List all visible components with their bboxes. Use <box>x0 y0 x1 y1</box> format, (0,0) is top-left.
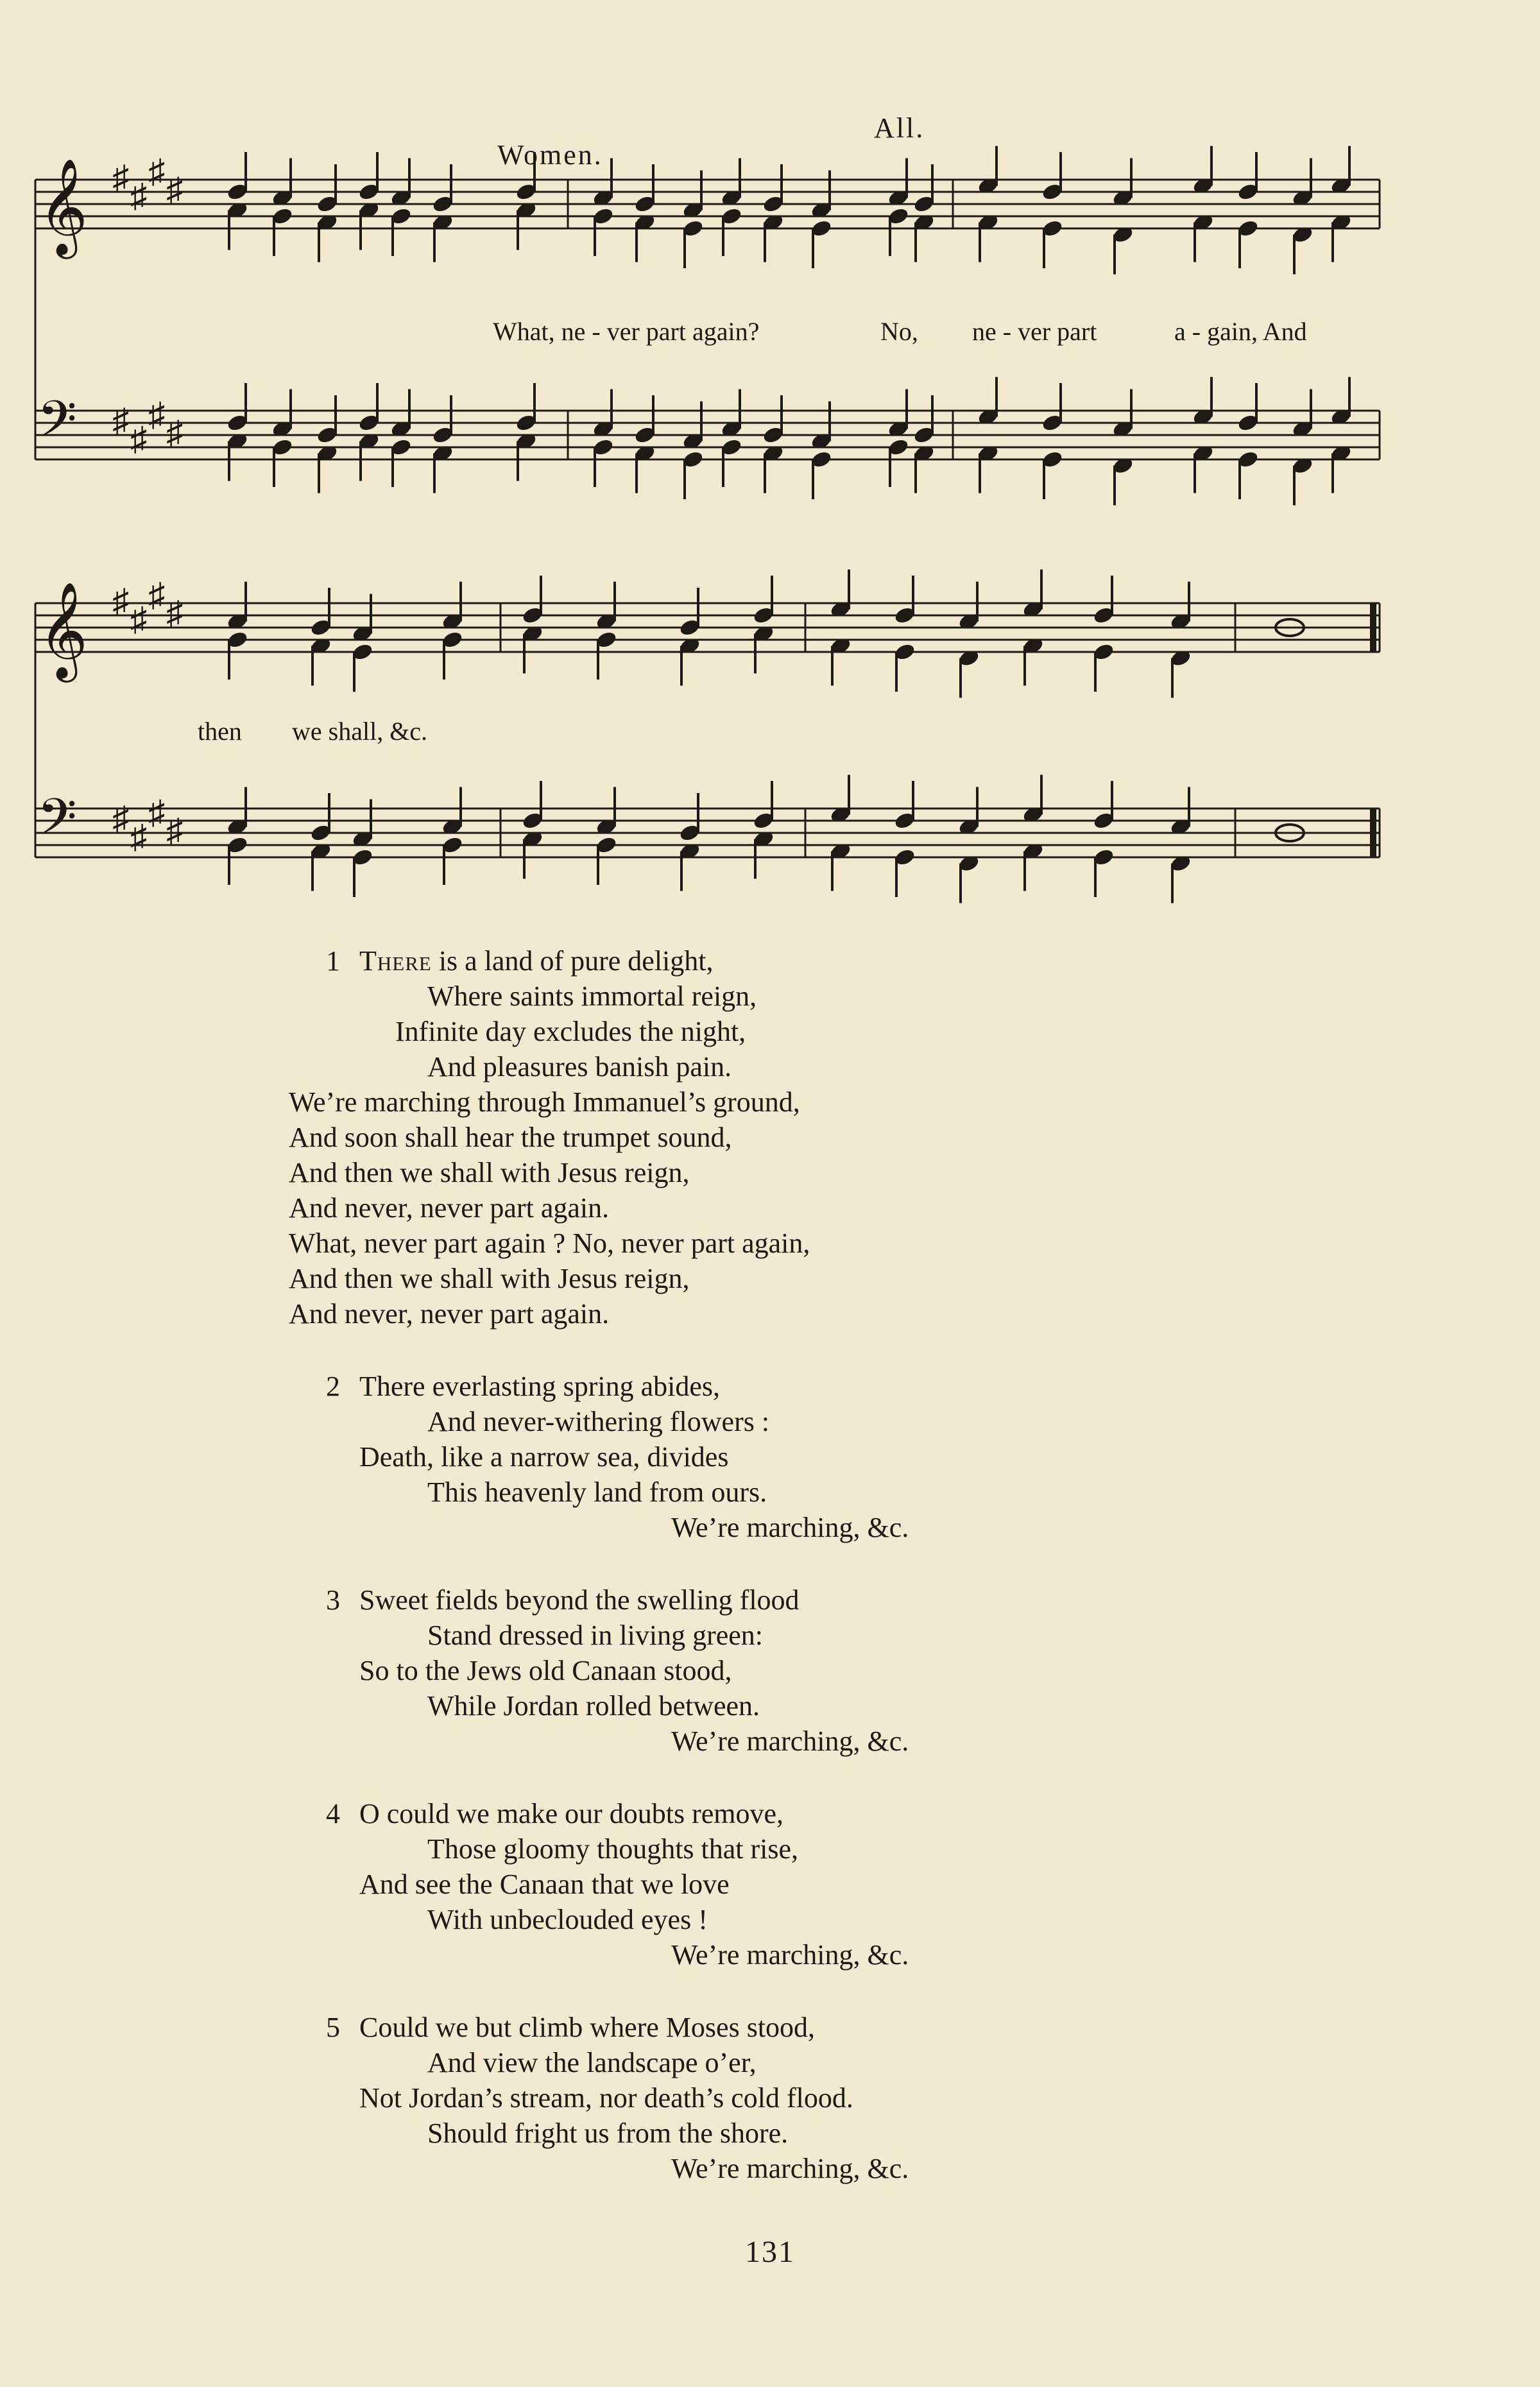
verse-line-text: There everlasting spring abides, <box>359 1371 721 1402</box>
verse-line: This heavenly land from ours. <box>427 1476 767 1508</box>
verse-line <box>326 2010 1450 2045</box>
verse-line-text: Sweet fields beyond the swelling flood <box>359 1584 800 1616</box>
sharp-sign: ♯ <box>166 813 183 850</box>
sharp-sign: ♯ <box>112 403 129 440</box>
treble-clef: 𝄞 <box>38 161 88 253</box>
verse-line: With unbeclouded eyes ! <box>427 1904 708 1935</box>
stanza-number: 1 <box>326 945 340 977</box>
lyric-what-never-part-again: What, ne - ver part again? <box>493 317 760 346</box>
verse-line: And soon shall hear the trumpet sound, <box>289 1122 732 1153</box>
refrain-line: We’re marching, &c. <box>671 1512 909 1543</box>
treble-clef: 𝄞 <box>38 585 88 677</box>
bass-clef: 𝄢 <box>37 391 77 460</box>
verse-line: Should fright us from the shore. <box>427 2118 789 2149</box>
verse-line-text: is a land of pure delight, <box>431 945 714 977</box>
sharp-sign: ♯ <box>166 172 183 209</box>
hymn-verses <box>289 943 1450 2223</box>
refrain-line: We’re marching, &c. <box>671 1725 909 1757</box>
lyric-never-part: ne - ver part <box>972 317 1097 346</box>
first-word: There <box>359 945 432 977</box>
sharp-sign: ♯ <box>166 595 183 632</box>
verse-line-text: Could we but climb where Moses stood, <box>359 2012 816 2043</box>
bass-clef: 𝄢 <box>37 789 77 858</box>
sharp-sign: ♯ <box>148 794 165 832</box>
lyric-no: No, <box>880 317 918 346</box>
verse-line: Where saints immortal reign, <box>427 980 757 1012</box>
stanza-1 <box>289 943 1450 1331</box>
page-number: 131 <box>745 2235 795 2269</box>
sharp-sign: ♯ <box>148 153 165 191</box>
verse-line: We’re marching through Immanuel’s ground, <box>289 1086 800 1118</box>
verse-line: And then we shall with Jesus reign, <box>289 1157 690 1188</box>
verse-line: What, never part again ? No, never part again, <box>289 1228 810 1259</box>
refrain-line: We’re marching, &c. <box>671 2153 909 2184</box>
verse-line <box>326 1369 1450 1404</box>
lyric-then: then <box>198 717 242 746</box>
verse-line: Infinite day excludes the night, <box>395 1016 746 1047</box>
verse-line: Death, like a narrow sea, divides <box>359 1441 729 1473</box>
verse-line: And never-withering flowers : <box>427 1406 770 1437</box>
label-all: All. <box>874 112 925 144</box>
verse-line <box>326 943 1450 979</box>
verse-line: Stand dressed in living green: <box>427 1620 764 1651</box>
lyric-again-and: a - gain, And <box>1174 317 1307 346</box>
lyric-we-shall: we shall, &c. <box>292 717 428 746</box>
sharp-sign: ♯ <box>112 801 129 837</box>
sharp-sign: ♯ <box>130 819 147 856</box>
sharp-sign: ♯ <box>148 397 165 434</box>
sharp-sign: ♯ <box>130 601 147 638</box>
stanza-4 <box>326 1796 1450 1972</box>
stanza-2 <box>326 1369 1450 1545</box>
stanza-number: 2 <box>326 1371 340 1402</box>
verse-line: And then we shall with Jesus reign, <box>289 1263 690 1294</box>
sharp-sign: ♯ <box>130 421 147 458</box>
verse-line: And never, never part again. <box>289 1298 610 1330</box>
stanza-number: 4 <box>326 1798 340 1829</box>
sharp-sign: ♯ <box>166 415 183 452</box>
verse-line-text: O could we make our doubts remove, <box>359 1798 784 1829</box>
verse-line <box>326 1796 1450 1831</box>
music-score <box>0 0 1540 924</box>
verse-line: Not Jordan’s stream, nor death’s cold flood. <box>359 2082 853 2114</box>
refrain-line: We’re marching, &c. <box>671 1939 909 1971</box>
stanza-3 <box>326 1582 1450 1759</box>
sharp-sign: ♯ <box>130 178 147 215</box>
sharp-sign: ♯ <box>112 583 129 620</box>
verse-line: And see the Canaan that we love <box>359 1869 730 1900</box>
stanza-5 <box>326 2010 1450 2186</box>
stanza-number: 5 <box>326 2012 340 2043</box>
verse-line <box>326 1582 1450 1618</box>
verse-line: And pleasures banish pain. <box>427 1051 732 1082</box>
label-women: Women. <box>497 139 603 171</box>
verse-line: Those gloomy thoughts that rise, <box>427 1833 799 1865</box>
verse-line: And never, never part again. <box>289 1192 610 1224</box>
verse-line: While Jordan rolled between. <box>427 1690 760 1722</box>
sharp-sign: ♯ <box>148 577 165 614</box>
verse-line: So to the Jews old Canaan stood, <box>359 1655 732 1686</box>
sharp-sign: ♯ <box>112 160 129 196</box>
stanza-number: 3 <box>326 1584 340 1616</box>
verse-line: And view the landscape o’er, <box>427 2047 757 2078</box>
